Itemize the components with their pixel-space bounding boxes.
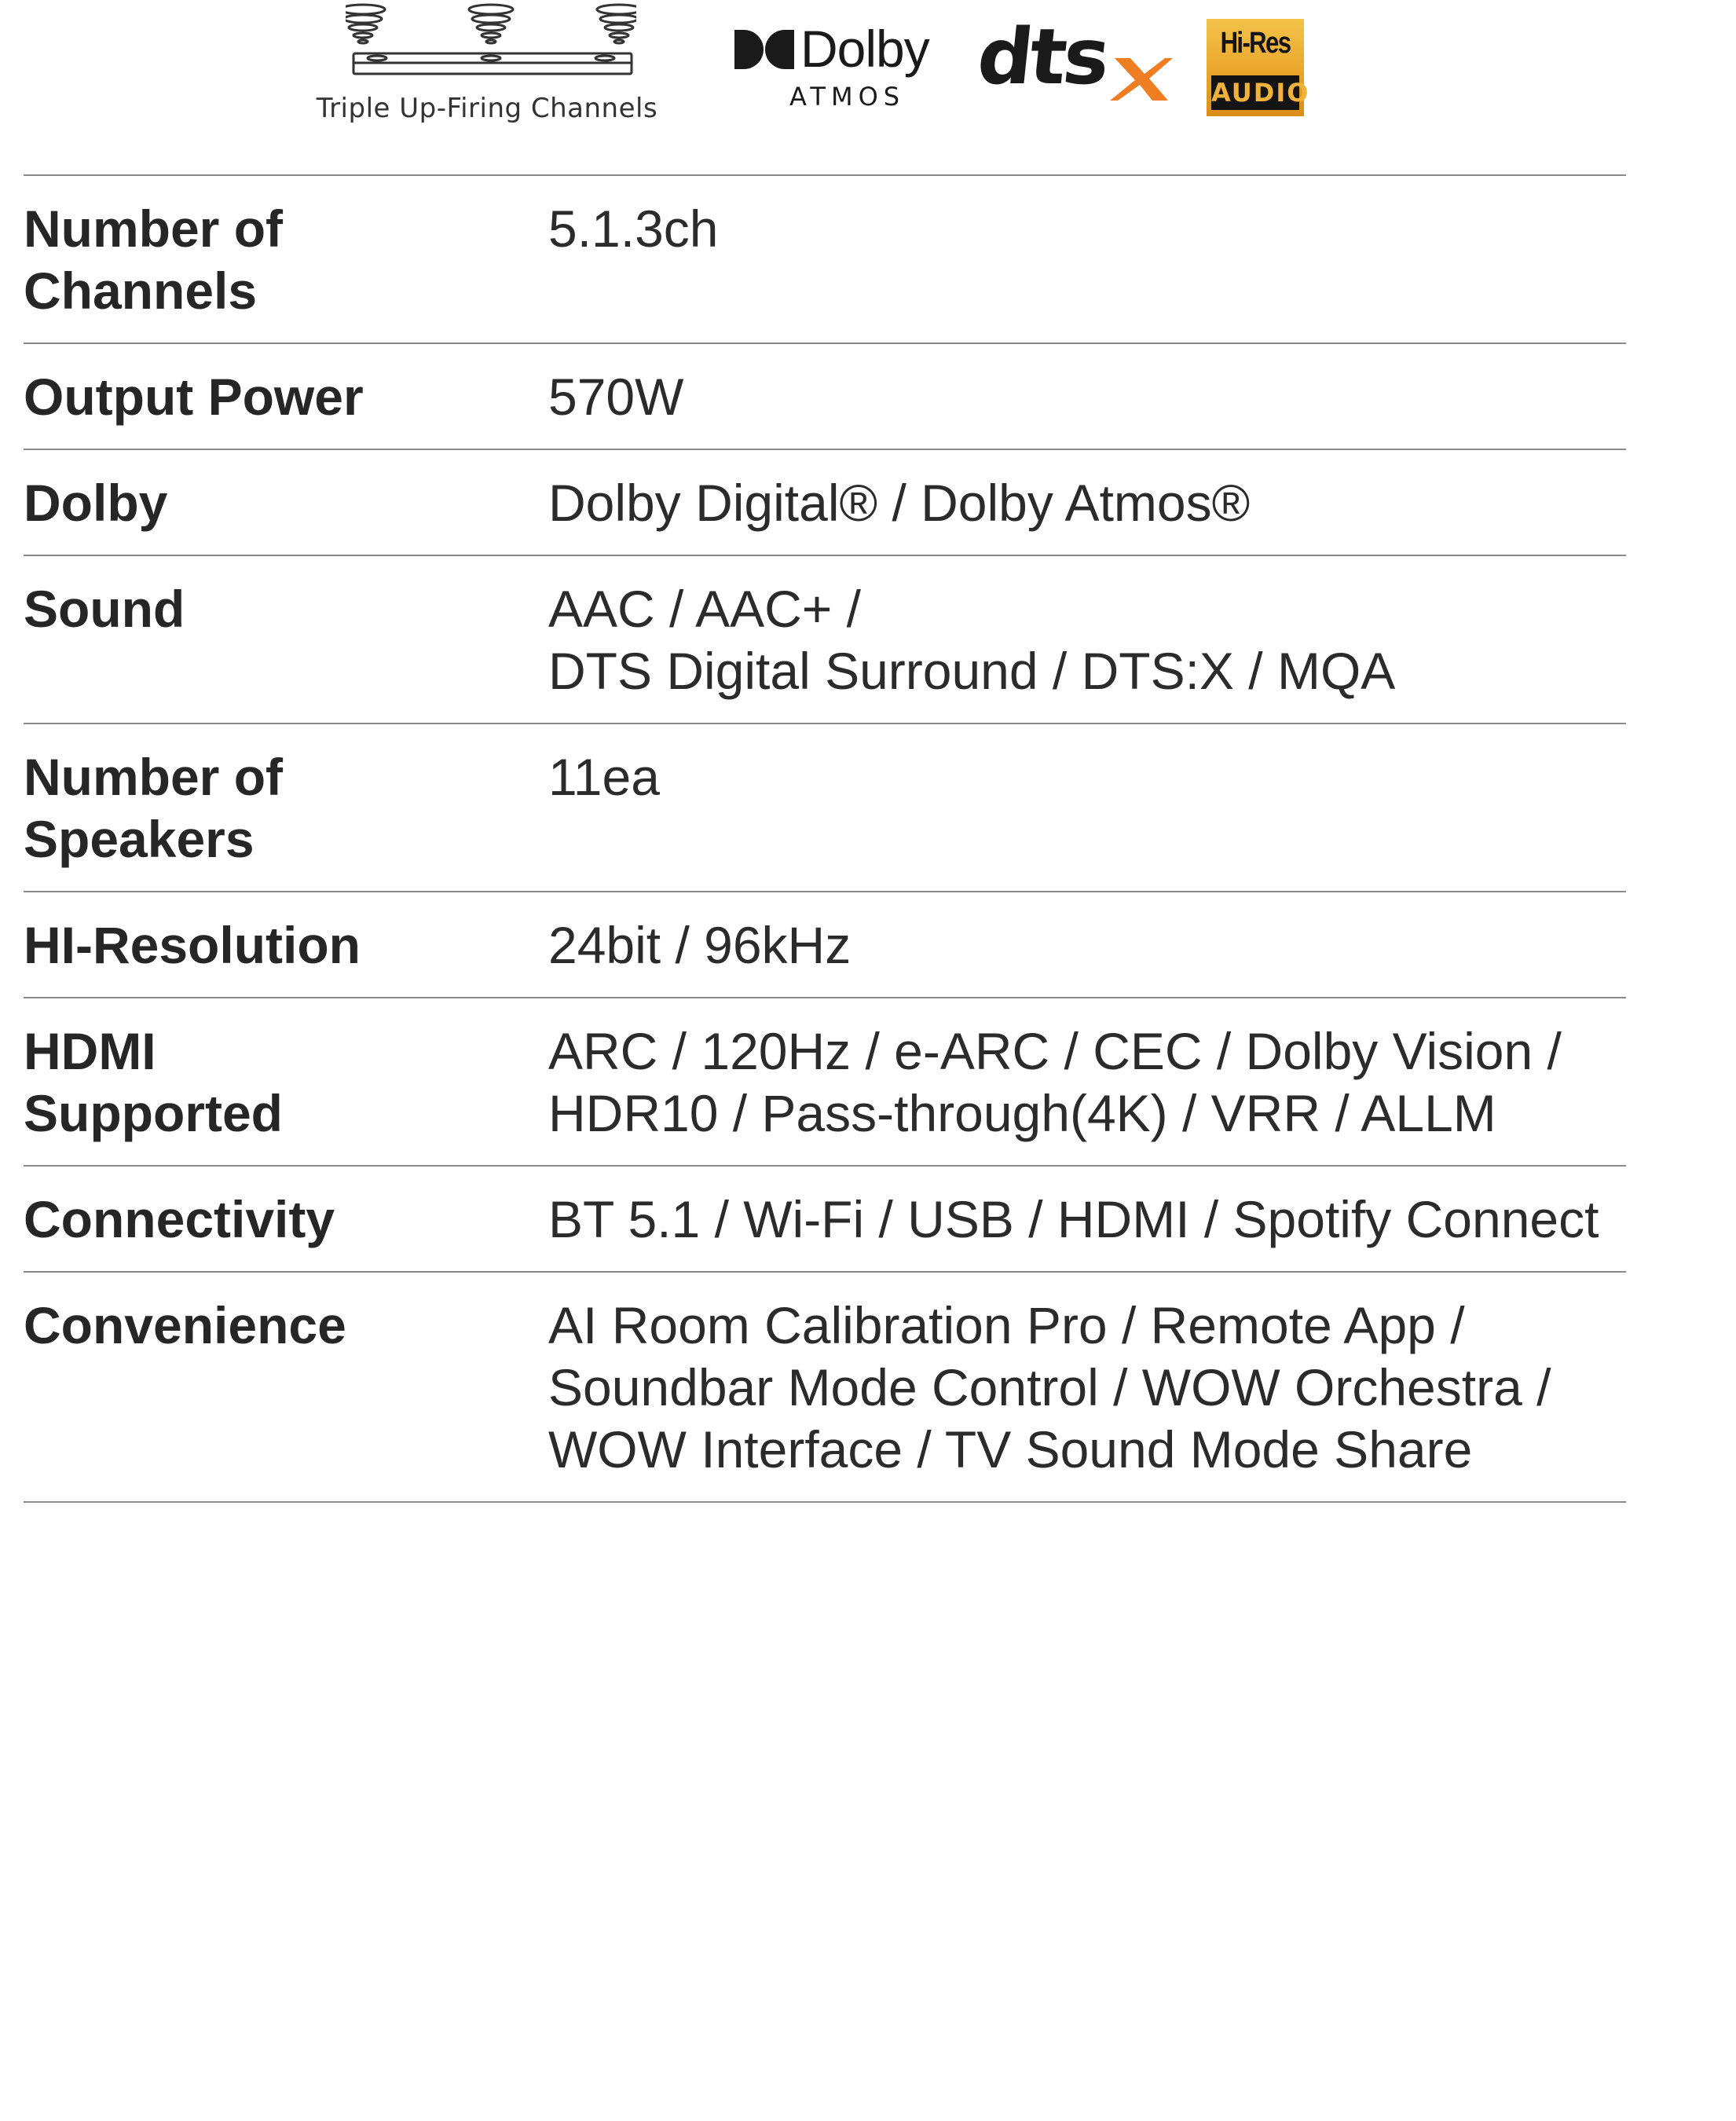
- spec-table: [24, 174, 1626, 1503]
- spec-value: Dolby Digital® / Dolby Atmos®: [548, 474, 1251, 532]
- atmos-wordmark: ATMOS: [789, 82, 906, 112]
- dolby-double-d-icon: [734, 30, 794, 69]
- dts-x-logo: [973, 13, 1182, 110]
- dts-wordmark: dts: [973, 13, 1112, 102]
- triple-speaker-soundbar-icon: [346, 0, 636, 86]
- spec-row-sound: [24, 555, 1626, 723]
- spec-row-channels: [24, 174, 1626, 343]
- x-mark-icon: [1110, 55, 1174, 104]
- spec-label: Number of Channels: [24, 200, 283, 320]
- dolby-atmos-logo: [734, 22, 947, 116]
- spec-label: Dolby: [24, 474, 168, 532]
- spec-row-hdmi: [24, 997, 1626, 1165]
- triple-up-firing-logo: [314, 0, 660, 134]
- spec-value: ARC / 120Hz / e-ARC / CEC / Dolby Vision / HDR10 / Pass-through(4K) / VRR / ALLM: [548, 1022, 1562, 1142]
- spec-label: Output Power: [24, 368, 364, 426]
- logo-strip: [0, 0, 1736, 157]
- spec-value: 5.1.3ch: [548, 200, 719, 258]
- spec-value: 570W: [548, 368, 684, 426]
- spec-label: Number of Speakers: [24, 748, 283, 868]
- spec-row-speakers: [24, 723, 1626, 891]
- spec-value: 24bit / 96kHz: [548, 916, 852, 974]
- spec-row-convenience: [24, 1271, 1626, 1503]
- spec-label: Connectivity: [24, 1190, 335, 1248]
- spec-row-hi-resolution: [24, 891, 1626, 997]
- hi-res-audio-logo: [1207, 19, 1310, 116]
- spec-value: BT 5.1 / Wi-Fi / USB / HDMI / Spotify Connect: [548, 1190, 1599, 1248]
- spec-row-connectivity: [24, 1165, 1626, 1271]
- spec-value: AAC / AAC+ / DTS Digital Surround / DTS:X / MQA: [548, 580, 1396, 700]
- spec-value: AI Room Calibration Pro / Remote App / Soundbar Mode Control / WOW Orchestra / WOW Interface / TV Sound Mode Share: [548, 1296, 1551, 1478]
- spec-label: Convenience: [24, 1296, 346, 1354]
- spec-row-dolby: [24, 449, 1626, 555]
- up-firing-caption: Triple Up-Firing Channels: [316, 93, 658, 124]
- spec-row-output-power: [24, 343, 1626, 449]
- spec-label: HI-Resolution: [24, 916, 361, 974]
- audio-text: AUDIO: [1211, 75, 1299, 110]
- spec-value: 11ea: [548, 748, 660, 806]
- dolby-wordmark: Dolby: [800, 20, 929, 78]
- spec-label: Sound: [24, 580, 185, 638]
- spec-label: HDMI Supported: [24, 1022, 283, 1142]
- hi-res-text: Hi-Res: [1220, 27, 1291, 60]
